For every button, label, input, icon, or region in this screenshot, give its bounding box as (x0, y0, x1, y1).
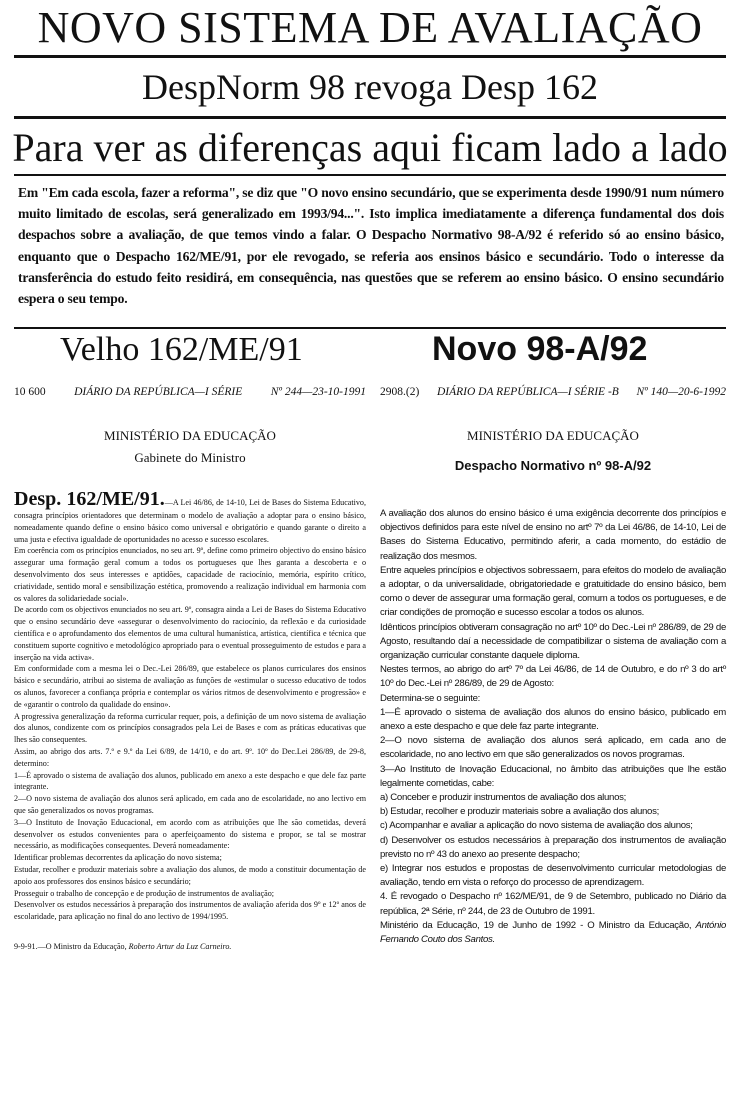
signature: Ministério da Educação, 19 de Junho de 1992 - O Ministro da Educação, António Fernando Couto dos Santos. (380, 919, 726, 946)
paragraph: d) Desenvolver os estudos necessários à preparação dos instrumentos de avaliação previsto no nº 43 do anexo ao presente despacho; (380, 834, 726, 860)
paragraph: 1—É aprovado o sistema de avaliação dos alunos do ensino básico, publicado em anexo a este despacho e que dele faz parte integrante. (380, 706, 726, 733)
paragraph: Identificar problemas decorrentes da aplicação do novo sistema; (14, 853, 222, 863)
ministry-title: MINISTÉRIO DA EDUCAÇÃO (104, 428, 276, 443)
journal-name: DIÁRIO DA REPÚBLICA—I SÉRIE (74, 386, 243, 398)
paragraph: Entre aqueles princípios e objectivos sobressaem, para efeitos do modelo de avaliação a adoptar, o da universalidade, obrigatoriedade e gratuitidade do ensino básico, bem como o dever de assegurar uma formação geral, comum a todos os portugueses, e de criar condições de promoção e sucesso escolar a todos os alunos. (380, 564, 726, 619)
tagline: Para ver as diferenças aqui ficam lado a lado (12, 125, 728, 170)
paragraph: 1—É aprovado o sistema de avaliação dos alunos, publicado em anexo a este despacho e que dele faz parte integrante. (14, 770, 366, 792)
subtitle-rule (14, 116, 726, 119)
old-despacho-text (14, 488, 366, 953)
page-number: 10 600 (14, 386, 46, 398)
title-rule (14, 55, 726, 58)
despacho-title: Despacho Normativo nº 98-A/92 (454, 458, 652, 473)
page-title: NOVO SISTEMA DE AVALIAÇÃO (37, 3, 703, 52)
office-title: Gabinete do Ministro (134, 450, 246, 465)
paragraph: b) Estudar, recolher e produzir materiais sobre a avaliação dos alunos; (380, 806, 659, 818)
paragraph: Em coerência com os princípios enunciados, no seu art. 9º, define como primeiro objectivo do ensino básico assegurar uma formação geral comum a todos os portugueses que lhes garanta a descoberta e o desenvolvimento dos seus interesses e aptidões, capacidade de raciocínio, memória, espírito crítico, criatividade, sentido moral e sensibilização estética, promovendo a realização individual em harmonia com os valores da solidariedade social». (14, 546, 366, 603)
paragraph: Prosseguir o trabalho de concepção e de produção de instrumentos de avaliação; (14, 888, 275, 898)
paragraph: Determina-se o seguinte: (380, 692, 480, 704)
paragraph: De acordo com os objectivos enunciados no seu art. 9º, consagra ainda a Lei de Bases do Sistema Educativo que o ensino secundário deve «assegurar o desenvolvimento do raciocínio, da reflexão e da curiosidade científica e o aprofundamento dos elementos de uma cultural humanística, artística, científica e técnica que constituem suporte cognitivo e metodológico apropriado para o eventual prosseguimento de estudos e para a inserção na vida activa». (14, 605, 366, 662)
issue-number: Nº 140—20-6-1992 (636, 386, 726, 398)
paragraph: 3—O Instituto de Inovação Educacional, em acordo com as atribuições que lhe são cometidas, deverá desenvolver os estudos convenientes para o aperfeiçoamento do sistema e propor, se tal se mostrar necessário, as modificações consequentes. Deverá nomeadamente: (14, 817, 366, 851)
journal-name: DIÁRIO DA REPÚBLICA—I SÉRIE -B (436, 386, 619, 398)
paragraph: c) Acompanhar e avaliar a aplicação do novo sistema de avaliação dos alunos; (380, 820, 693, 832)
old-heading: Velho 162/ME/91 (60, 331, 303, 368)
paragraph: Desenvolver os estudos necessários à preparação dos instrumentos de avaliação aferida dos 9º e 12º anos de escolaridade, para aplicação no final do ano lectivo de 1994/1995. (14, 900, 366, 922)
paragraph: 3—Ao Instituto de Inovação Educacional, no âmbito das atribuições que lhe estão legalmente cometidas, cabe: (380, 763, 726, 789)
paragraph: Em conformidade com a mesma lei o Dec.-Lei 286/89, que estabelece os planos curriculares dos ensinos básico e secundário, atribui ao sistema de avaliação as funções de «estimular o sucesso educativo de todos os alunos, favorecer a confiança própria e contemplar os vários ritmos de desenvolvimento e progressão» e de «garantir o controlo da qualidade do ensino». (14, 664, 366, 709)
new-heading: Novo 98-A/92 (432, 330, 648, 368)
despacho-number: Desp. 162/ME/91. (14, 488, 165, 510)
tagline-rule (14, 174, 726, 176)
intro-paragraph: Em "Em cada escola, fazer a reforma", se diz que "O novo ensino secundário, que se experimenta desde 1990/91 num número muito limitado de escolas, será generalizado em 1993/94...". Isto implica imediatamente a diferença fundamental dos dois despachos sobre a avaliação, de que temos vindo a falar. O Despacho Normativo 98-A/92 é referido só ao ensino básico, enquanto que o Despacho 162/ME/91, por ele revogado, se referia aos ensinos básico e secundário. Todo o interesse da transferência do estudo feito residirá, em consequência, nas questões que se referem ao ensino básico. O ensino secundário espera o seu tempo. (18, 185, 724, 307)
old-journal-header (14, 386, 366, 398)
signatory-name: António Fernando Couto dos Santos. (380, 919, 726, 946)
paragraph: e) Integrar nos estudos e propostas de desenvolvimento curricular metodologias de avaliação, tendo em vista o reforço do processo de aprendizagem. (380, 863, 726, 889)
paragraph: a) Conceber e produzir instrumentos de avaliação dos alunos; (380, 792, 626, 804)
paragraph: A avaliação dos alunos do ensino básico é uma exigência decorrente dos princípios e objectivos definidos para este nível de ensino no artº 7º da Lei 46/86, de 14-10, Lei de Bases do Sistema Educativo, permitindo aferir, a cada momento, do estádio de realização dos mesmos. (380, 508, 726, 562)
subtitle: DespNorm 98 revoga Desp 162 (142, 67, 598, 107)
issue-number: Nº 244—23-10-1991 (270, 386, 366, 398)
signatory-name: Roberto Artur da Luz Carneiro. (128, 941, 232, 951)
page-number: 2908.(2) (380, 386, 420, 398)
paragraph: Nestes termos, ao abrigo do artº 7º da Lei 46/86, de 14 de Outubro, e do nº 3 do artº 10º do Dec.-Lei nº 286/89, de 29 de Agosto: (380, 664, 726, 690)
old-despacho-column (14, 386, 366, 953)
new-despacho-text (380, 507, 726, 947)
new-journal-header (380, 386, 726, 398)
paragraph: Assim, ao abrigo dos arts. 7.º e 9.º da Lei 6/89, de 14/10, e do art. 9º. 10º do Dec.Lei 286/89, de 29-8, determino: (14, 746, 366, 768)
paragraph: Estudar, recolher e produzir materiais sobre a avaliação dos alunos, de modo a constituir documentação de apoio aos professores dos ensinos básico e secundário; (14, 864, 366, 886)
paragraph: 2—O novo sistema de avaliação dos alunos será aplicado, em cada ano de escolaridade, no ano lectivo em que são generalizados os novos programas. (380, 735, 726, 761)
ministry-title: MINISTÉRIO DA EDUCAÇÃO (467, 428, 639, 443)
new-despacho-column (380, 386, 726, 947)
signature: 9-9-91.—O Ministro da Educação, Roberto Artur da Luz Carneiro. (14, 941, 232, 951)
paragraph: Desp. 162/ME/91.—A Lei 46/86, de 14-10, Lei de Bases do Sistema Educativo, consagra princípios orientadores que determinam o modelo de avaliação a adoptar para o ensino básico, nomeadamente quando define o ensino básico como universal e obrigatório e quando garante o direito a uma justa e efectiva igualdade de oportunidades no acesso e sucesso escolares. (14, 488, 366, 544)
paragraph: A progressiva generalização da reforma curricular requer, pois, a definição de um novo sistema de avaliação dos alunos, condizente com os princípios consagrados pela Lei de Bases e com as práticas educativas que lhes são consequentes. (14, 711, 366, 745)
paragraph: 4. É revogado o Despacho nº 162/ME/91, de 9 de Setembro, publicado no Diário da república, 2ª Série, nº 244, de 23 de Outubro de 1991. (380, 891, 726, 917)
paragraph: 2—O novo sistema de avaliação dos alunos será aplicado, em cada ano de escolaridade, no ano lectivo em que são generalizados os novos programas. (14, 794, 366, 815)
paragraph: Idênticos princípios obtiveram consagração no artº 10º do Dec.-Lei nº 286/89, de 29 de Agosto, resultando daí a necessidade de compatibilizar o sistema de avaliação com a organização curricular constante daquele diploma. (380, 621, 726, 662)
